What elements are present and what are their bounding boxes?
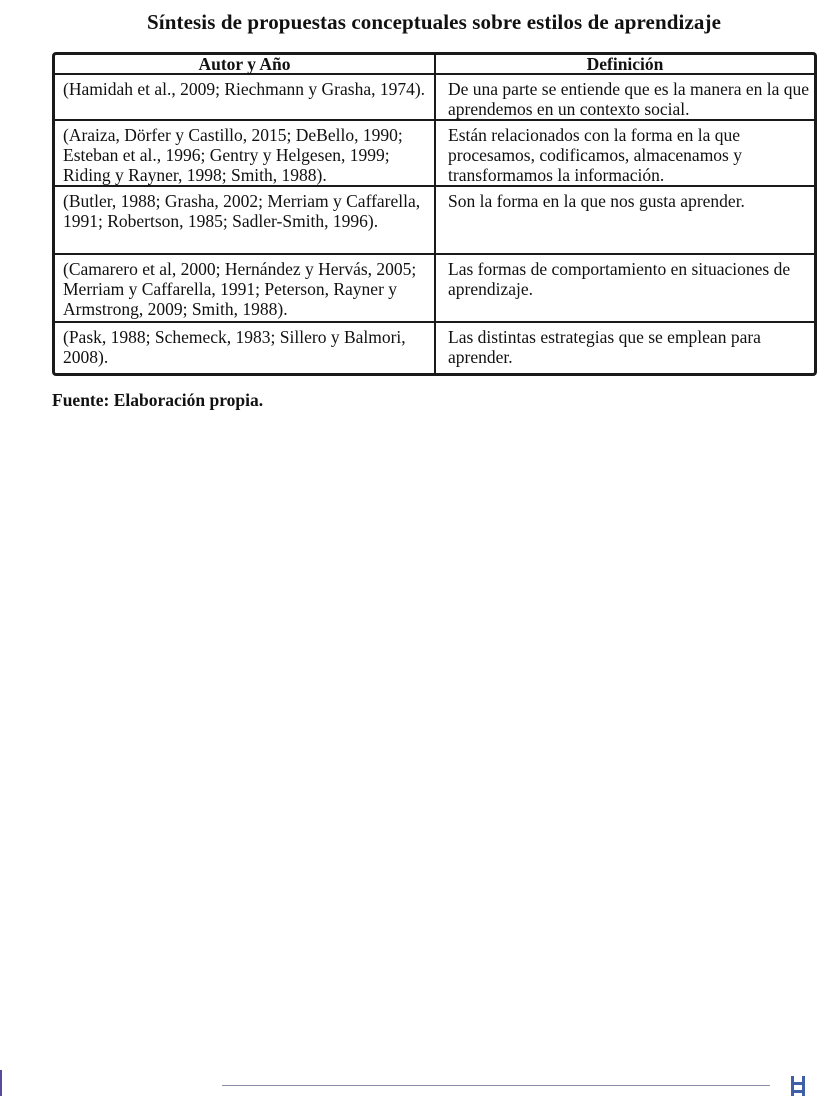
- definition-cell: De una parte se entiende que es la manera en la que aprendemos en un contexto social.: [435, 74, 814, 120]
- table-row: [55, 74, 814, 120]
- concepts-table: [52, 52, 817, 376]
- header-definition: Definición: [435, 55, 814, 74]
- table-header-row: [55, 55, 814, 74]
- source-note: Fuente: Elaboración propia.: [52, 390, 264, 410]
- definition-cell: Las distintas estrategias que se emplean para aprender.: [435, 322, 814, 376]
- left-margin-mark: [0, 1070, 2, 1096]
- definition-cell: Son la forma en la que nos gusta aprender.: [435, 186, 814, 254]
- author-cell: (Hamidah et al., 2009; Riechmann y Grasha, 1974).: [55, 74, 435, 120]
- footer-divider: [222, 1085, 770, 1086]
- publisher-logo-icon: [789, 1072, 807, 1098]
- table-row: [55, 120, 814, 186]
- table-row: [55, 254, 814, 322]
- author-cell: (Butler, 1988; Grasha, 2002; Merriam y Caffarella, 1991; Robertson, 1985; Sadler-Smith, 1996).: [55, 186, 435, 254]
- author-cell: (Camarero et al, 2000; Hernández y Hervás, 2005; Merriam y Caffarella, 1991; Peterson, Rayner y Armstrong, 2009; Smith, 1988).: [55, 254, 435, 322]
- table-row: [55, 322, 814, 376]
- definition-cell: Están relacionados con la forma en la que procesamos, codificamos, almacenamos y transformamos la información.: [435, 120, 814, 186]
- author-cell: (Araiza, Dörfer y Castillo, 2015; DeBello, 1990; Esteban et al., 1996; Gentry y Helgesen, 1999; Riding y Rayner, 1998; Smith, 1988).: [55, 120, 435, 186]
- page-title: Síntesis de propuestas conceptuales sobre estilos de aprendizaje: [146, 10, 721, 34]
- definition-cell: Las formas de comportamiento en situaciones de aprendizaje.: [435, 254, 814, 322]
- header-author-year: Autor y Año: [55, 55, 435, 74]
- author-cell: (Pask, 1988; Schemeck, 1983; Sillero y Balmori, 2008).: [55, 322, 435, 376]
- table-row: [55, 186, 814, 254]
